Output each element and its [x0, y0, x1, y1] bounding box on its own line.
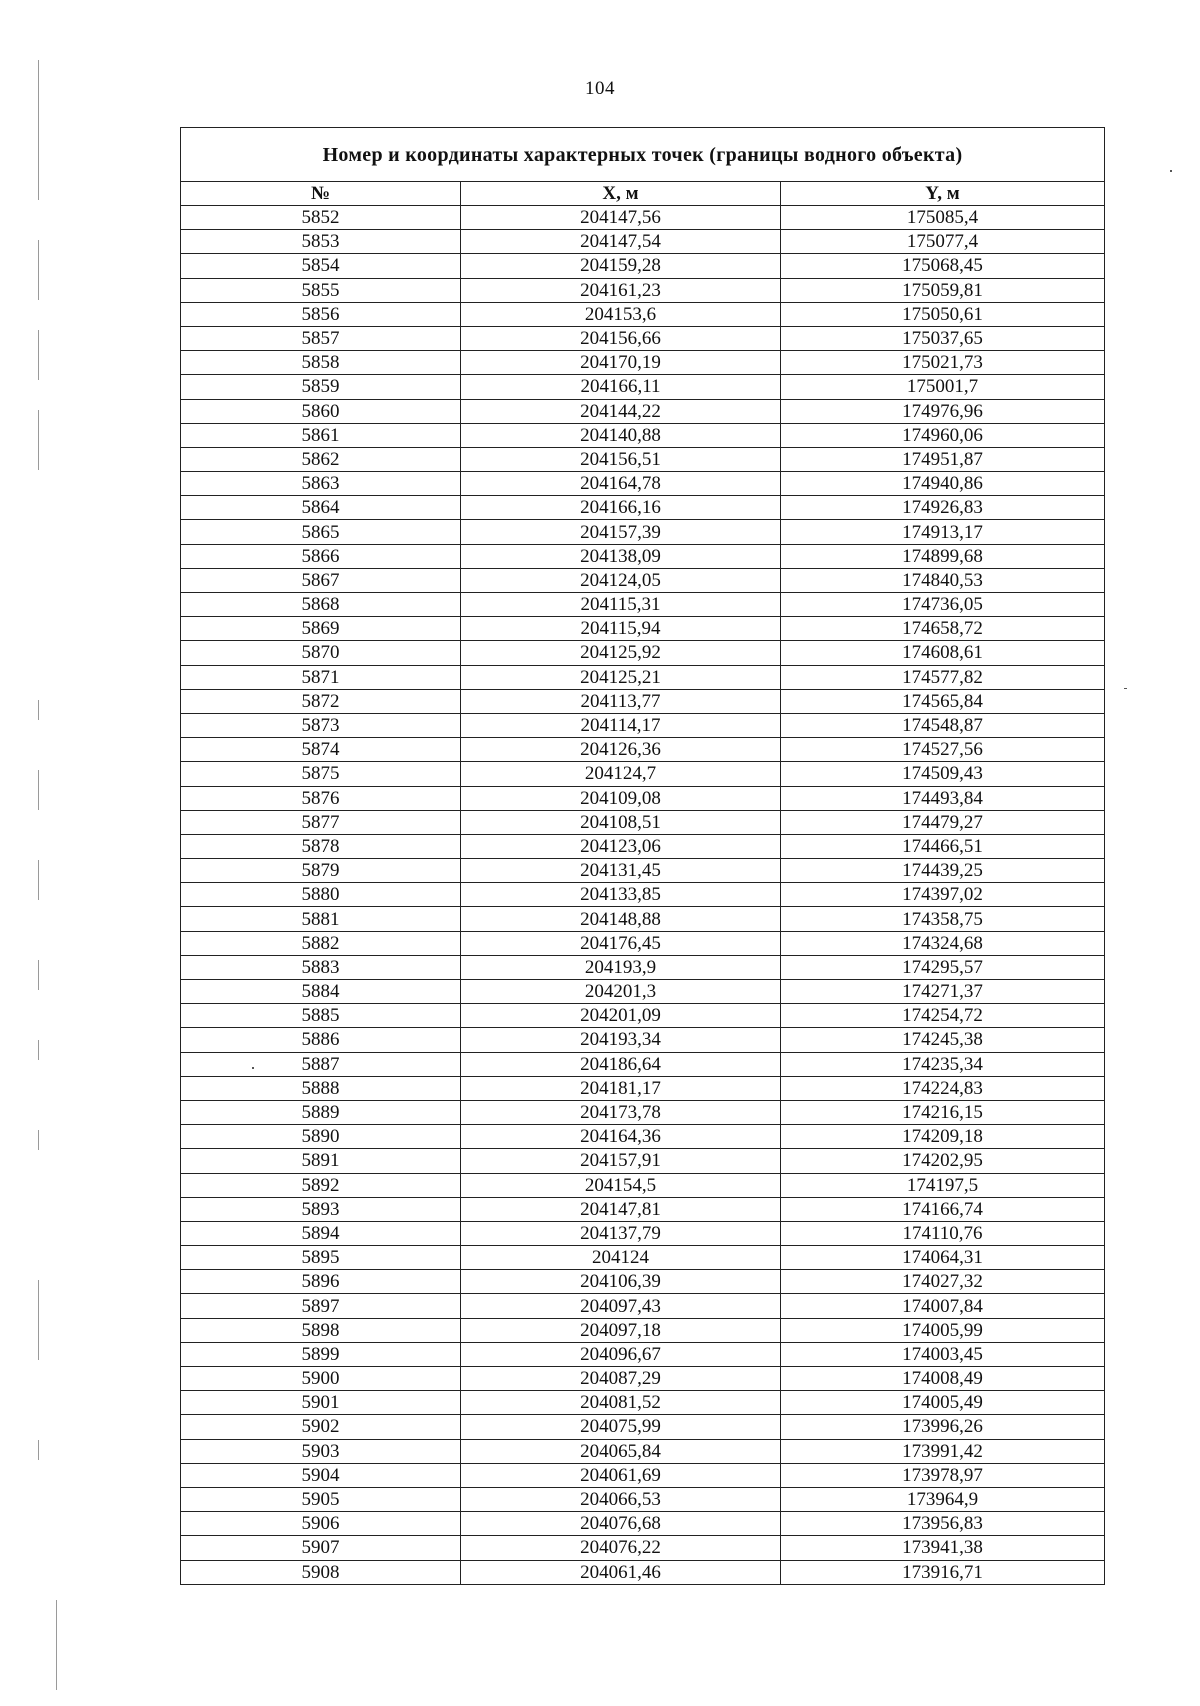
x-coordinate-cell: 204181,17: [461, 1076, 781, 1100]
y-coordinate-cell: 174577,82: [781, 665, 1105, 689]
table-row: [181, 1439, 1105, 1463]
x-coordinate-cell: 204147,56: [461, 206, 781, 230]
point-number-cell: 5892: [181, 1173, 461, 1197]
table-row: [181, 907, 1105, 931]
point-number-cell: 5884: [181, 980, 461, 1004]
table-row: [181, 1221, 1105, 1245]
point-number-cell: 5904: [181, 1463, 461, 1487]
point-number-cell: 5858: [181, 351, 461, 375]
y-coordinate-cell: 174840,53: [781, 568, 1105, 592]
scan-edge-line: [38, 700, 39, 720]
x-coordinate-cell: 204157,39: [461, 520, 781, 544]
table-row: [181, 738, 1105, 762]
table-row: [181, 1318, 1105, 1342]
table-row: [181, 302, 1105, 326]
x-coordinate-cell: 204144,22: [461, 399, 781, 423]
x-coordinate-cell: 204147,54: [461, 230, 781, 254]
table-row: [181, 254, 1105, 278]
table-row: [181, 1415, 1105, 1439]
table-row: [181, 1197, 1105, 1221]
x-coordinate-cell: 204125,92: [461, 641, 781, 665]
x-coordinate-cell: 204115,94: [461, 617, 781, 641]
table-row: [181, 206, 1105, 230]
x-coordinate-cell: 204061,46: [461, 1560, 781, 1584]
y-coordinate-cell: 174439,25: [781, 859, 1105, 883]
point-number-cell: 5880: [181, 883, 461, 907]
table-row: [181, 980, 1105, 1004]
x-coordinate-cell: 204159,28: [461, 254, 781, 278]
point-number-cell: 5859: [181, 375, 461, 399]
point-number-cell: 5856: [181, 302, 461, 326]
y-coordinate-cell: 175068,45: [781, 254, 1105, 278]
x-coordinate-cell: 204131,45: [461, 859, 781, 883]
table-row: [181, 665, 1105, 689]
x-coordinate-cell: 204097,18: [461, 1318, 781, 1342]
y-coordinate-cell: 175021,73: [781, 351, 1105, 375]
y-coordinate-cell: 174736,05: [781, 593, 1105, 617]
point-number-cell: 5875: [181, 762, 461, 786]
x-coordinate-cell: 204156,51: [461, 447, 781, 471]
x-coordinate-cell: 204156,66: [461, 326, 781, 350]
scan-edge-line: [38, 960, 39, 990]
table-row: [181, 472, 1105, 496]
x-coordinate-cell: 204161,23: [461, 278, 781, 302]
y-coordinate-cell: 174493,84: [781, 786, 1105, 810]
x-coordinate-cell: 204170,19: [461, 351, 781, 375]
scan-edge-line: [38, 1040, 39, 1060]
table-title-row: [181, 128, 1105, 182]
table-header-row: [181, 182, 1105, 206]
x-coordinate-cell: 204164,36: [461, 1125, 781, 1149]
y-coordinate-cell: 174008,49: [781, 1367, 1105, 1391]
y-coordinate-cell: 174960,06: [781, 423, 1105, 447]
point-number-cell: 5871: [181, 665, 461, 689]
y-coordinate-cell: 175037,65: [781, 326, 1105, 350]
y-coordinate-cell: 174658,72: [781, 617, 1105, 641]
point-number-cell: 5890: [181, 1125, 461, 1149]
table-row: [181, 1463, 1105, 1487]
x-coordinate-cell: 204137,79: [461, 1221, 781, 1245]
x-coordinate-cell: 204157,91: [461, 1149, 781, 1173]
y-coordinate-cell: 175050,61: [781, 302, 1105, 326]
table-row: [181, 1342, 1105, 1366]
x-coordinate-cell: 204114,17: [461, 713, 781, 737]
x-coordinate-cell: 204076,68: [461, 1512, 781, 1536]
y-coordinate-cell: 174245,38: [781, 1028, 1105, 1052]
y-coordinate-cell: 174527,56: [781, 738, 1105, 762]
scan-edge-line: [38, 860, 39, 900]
y-coordinate-cell: 174951,87: [781, 447, 1105, 471]
x-coordinate-cell: 204061,69: [461, 1463, 781, 1487]
point-number-cell: 5853: [181, 230, 461, 254]
y-coordinate-cell: 174548,87: [781, 713, 1105, 737]
point-number-cell: 5860: [181, 399, 461, 423]
table-row: [181, 593, 1105, 617]
coordinates-table: [180, 127, 1105, 1585]
table-row: [181, 834, 1105, 858]
point-number-cell: 5857: [181, 326, 461, 350]
y-coordinate-cell: 174913,17: [781, 520, 1105, 544]
x-coordinate-cell: 204066,53: [461, 1487, 781, 1511]
point-number-cell: 5896: [181, 1270, 461, 1294]
y-coordinate-cell: 174197,5: [781, 1173, 1105, 1197]
x-coordinate-cell: 204076,22: [461, 1536, 781, 1560]
y-coordinate-cell: 175085,4: [781, 206, 1105, 230]
table-row: [181, 568, 1105, 592]
x-coordinate-cell: 204081,52: [461, 1391, 781, 1415]
x-coordinate-cell: 204176,45: [461, 931, 781, 955]
x-coordinate-cell: 204125,21: [461, 665, 781, 689]
scan-edge-line: [38, 1440, 39, 1460]
table-row: [181, 1391, 1105, 1415]
point-number-cell: 5869: [181, 617, 461, 641]
point-number-cell: 5879: [181, 859, 461, 883]
table-row: [181, 351, 1105, 375]
x-coordinate-cell: 204166,16: [461, 496, 781, 520]
y-coordinate-cell: 173978,97: [781, 1463, 1105, 1487]
scan-edge-line: [38, 770, 39, 810]
y-coordinate-cell: 174254,72: [781, 1004, 1105, 1028]
scan-speck: [1124, 688, 1127, 689]
table-body: [181, 206, 1105, 1585]
x-coordinate-cell: 204186,64: [461, 1052, 781, 1076]
y-coordinate-cell: 173996,26: [781, 1415, 1105, 1439]
y-coordinate-cell: 175077,4: [781, 230, 1105, 254]
table-row: [181, 1246, 1105, 1270]
x-coordinate-cell: 204075,99: [461, 1415, 781, 1439]
point-number-cell: 5872: [181, 689, 461, 713]
point-number-cell: 5885: [181, 1004, 461, 1028]
x-coordinate-cell: 204201,3: [461, 980, 781, 1004]
y-coordinate-cell: 174324,68: [781, 931, 1105, 955]
y-coordinate-cell: 174397,02: [781, 883, 1105, 907]
point-number-cell: 5876: [181, 786, 461, 810]
point-number-cell: 5897: [181, 1294, 461, 1318]
point-number-cell: 5900: [181, 1367, 461, 1391]
table-row: [181, 955, 1105, 979]
y-coordinate-cell: 174064,31: [781, 1246, 1105, 1270]
point-number-cell: 5893: [181, 1197, 461, 1221]
y-coordinate-cell: 174565,84: [781, 689, 1105, 713]
table-row: [181, 520, 1105, 544]
x-coordinate-cell: 204154,5: [461, 1173, 781, 1197]
y-coordinate-cell: 173916,71: [781, 1560, 1105, 1584]
point-number-cell: 5891: [181, 1149, 461, 1173]
x-coordinate-cell: 204106,39: [461, 1270, 781, 1294]
y-coordinate-cell: 173941,38: [781, 1536, 1105, 1560]
y-coordinate-cell: 174003,45: [781, 1342, 1105, 1366]
y-coordinate-cell: 174976,96: [781, 399, 1105, 423]
point-number-cell: 5865: [181, 520, 461, 544]
point-number-cell: 5862: [181, 447, 461, 471]
y-coordinate-cell: 174271,37: [781, 980, 1105, 1004]
point-number-cell: 5870: [181, 641, 461, 665]
table-row: [181, 1076, 1105, 1100]
y-coordinate-cell: 174005,49: [781, 1391, 1105, 1415]
point-number-cell: 5903: [181, 1439, 461, 1463]
point-number-cell: 5854: [181, 254, 461, 278]
table-row: [181, 1536, 1105, 1560]
point-number-cell: 5901: [181, 1391, 461, 1415]
table-row: [181, 713, 1105, 737]
x-coordinate-cell: 204124: [461, 1246, 781, 1270]
y-coordinate-cell: 174479,27: [781, 810, 1105, 834]
point-number-cell: 5883: [181, 955, 461, 979]
y-coordinate-cell: 175059,81: [781, 278, 1105, 302]
point-number-cell: 5905: [181, 1487, 461, 1511]
table-row: [181, 1512, 1105, 1536]
y-coordinate-cell: 174005,99: [781, 1318, 1105, 1342]
table-row: [181, 786, 1105, 810]
x-coordinate-cell: 204147,81: [461, 1197, 781, 1221]
point-number-cell: 5873: [181, 713, 461, 737]
point-number-cell: 5887: [181, 1052, 461, 1076]
y-coordinate-cell: 173991,42: [781, 1439, 1105, 1463]
table-row: [181, 399, 1105, 423]
scan-edge-line: [38, 240, 39, 300]
table-row: [181, 1149, 1105, 1173]
table-row: [181, 1004, 1105, 1028]
y-coordinate-cell: 174166,74: [781, 1197, 1105, 1221]
point-number-cell: 5861: [181, 423, 461, 447]
table-row: [181, 423, 1105, 447]
point-number-cell: 5886: [181, 1028, 461, 1052]
x-coordinate-cell: 204123,06: [461, 834, 781, 858]
point-number-cell: 5899: [181, 1342, 461, 1366]
x-coordinate-cell: 204065,84: [461, 1439, 781, 1463]
table-row: [181, 762, 1105, 786]
table-title: Номер и координаты характерных точек (границы водного объекта): [181, 128, 1105, 182]
table-row: [181, 230, 1105, 254]
point-number-cell: 5855: [181, 278, 461, 302]
x-coordinate-cell: 204109,08: [461, 786, 781, 810]
point-number-cell: 5874: [181, 738, 461, 762]
x-coordinate-cell: 204153,6: [461, 302, 781, 326]
table-row: [181, 883, 1105, 907]
y-coordinate-cell: 174007,84: [781, 1294, 1105, 1318]
point-number-cell: 5898: [181, 1318, 461, 1342]
table-row: [181, 496, 1105, 520]
table-row: [181, 931, 1105, 955]
point-number-cell: 5867: [181, 568, 461, 592]
x-coordinate-cell: 204124,7: [461, 762, 781, 786]
table-row: [181, 1560, 1105, 1584]
table-row: [181, 544, 1105, 568]
x-coordinate-cell: 204124,05: [461, 568, 781, 592]
scan-edge-line: [38, 1280, 39, 1360]
scan-edge-line: [56, 1600, 57, 1690]
table-row: [181, 1052, 1105, 1076]
table-row: [181, 1487, 1105, 1511]
point-number-cell: 5902: [181, 1415, 461, 1439]
x-coordinate-cell: 204201,09: [461, 1004, 781, 1028]
scan-edge-line: [38, 410, 39, 470]
table-row: [181, 1173, 1105, 1197]
y-coordinate-cell: 174295,57: [781, 955, 1105, 979]
point-number-cell: 5889: [181, 1100, 461, 1124]
table-row: [181, 689, 1105, 713]
x-coordinate-cell: 204133,85: [461, 883, 781, 907]
x-coordinate-cell: 204115,31: [461, 593, 781, 617]
y-coordinate-cell: 174509,43: [781, 762, 1105, 786]
table-row: [181, 1367, 1105, 1391]
point-number-cell: 5878: [181, 834, 461, 858]
scan-speck: [1170, 170, 1172, 172]
y-coordinate-cell: 174235,34: [781, 1052, 1105, 1076]
y-coordinate-cell: 174926,83: [781, 496, 1105, 520]
point-number-cell: 5908: [181, 1560, 461, 1584]
column-header-y: Y, м: [781, 182, 1105, 206]
y-coordinate-cell: 174110,76: [781, 1221, 1105, 1245]
y-coordinate-cell: 174216,15: [781, 1100, 1105, 1124]
table-row: [181, 447, 1105, 471]
x-coordinate-cell: 204193,9: [461, 955, 781, 979]
point-number-cell: 5868: [181, 593, 461, 617]
point-number-cell: 5907: [181, 1536, 461, 1560]
x-coordinate-cell: 204173,78: [461, 1100, 781, 1124]
y-coordinate-cell: 174899,68: [781, 544, 1105, 568]
table-row: [181, 810, 1105, 834]
point-number-cell: 5877: [181, 810, 461, 834]
x-coordinate-cell: 204148,88: [461, 907, 781, 931]
y-coordinate-cell: 174358,75: [781, 907, 1105, 931]
column-header-x: X, м: [461, 182, 781, 206]
point-number-cell: 5906: [181, 1512, 461, 1536]
scan-edge-line: [38, 1130, 39, 1150]
y-coordinate-cell: 174466,51: [781, 834, 1105, 858]
point-number-cell: 5866: [181, 544, 461, 568]
y-coordinate-cell: 173964,9: [781, 1487, 1105, 1511]
page-number: 104: [585, 78, 615, 99]
point-number-cell: 5852: [181, 206, 461, 230]
x-coordinate-cell: 204097,43: [461, 1294, 781, 1318]
table-row: [181, 1294, 1105, 1318]
y-coordinate-cell: 174224,83: [781, 1076, 1105, 1100]
point-number-cell: 5895: [181, 1246, 461, 1270]
column-header-number: №: [181, 182, 461, 206]
x-coordinate-cell: 204087,29: [461, 1367, 781, 1391]
point-number-cell: 5864: [181, 496, 461, 520]
table-row: [181, 1125, 1105, 1149]
point-number-cell: 5888: [181, 1076, 461, 1100]
x-coordinate-cell: 204164,78: [461, 472, 781, 496]
x-coordinate-cell: 204096,67: [461, 1342, 781, 1366]
x-coordinate-cell: 204193,34: [461, 1028, 781, 1052]
y-coordinate-cell: 174202,95: [781, 1149, 1105, 1173]
table-row: [181, 326, 1105, 350]
y-coordinate-cell: 175001,7: [781, 375, 1105, 399]
table-row: [181, 641, 1105, 665]
point-number-cell: 5894: [181, 1221, 461, 1245]
table-row: [181, 278, 1105, 302]
x-coordinate-cell: 204108,51: [461, 810, 781, 834]
scan-edge-line: [38, 330, 39, 380]
table-row: [181, 375, 1105, 399]
table-row: [181, 1028, 1105, 1052]
y-coordinate-cell: 174027,32: [781, 1270, 1105, 1294]
point-number-cell: 5881: [181, 907, 461, 931]
x-coordinate-cell: 204138,09: [461, 544, 781, 568]
point-number-cell: 5863: [181, 472, 461, 496]
y-coordinate-cell: 174940,86: [781, 472, 1105, 496]
table-row: [181, 1100, 1105, 1124]
x-coordinate-cell: 204140,88: [461, 423, 781, 447]
x-coordinate-cell: 204113,77: [461, 689, 781, 713]
table-row: [181, 859, 1105, 883]
table-row: [181, 617, 1105, 641]
point-number-cell: 5882: [181, 931, 461, 955]
y-coordinate-cell: 174608,61: [781, 641, 1105, 665]
table-row: [181, 1270, 1105, 1294]
x-coordinate-cell: 204166,11: [461, 375, 781, 399]
x-coordinate-cell: 204126,36: [461, 738, 781, 762]
y-coordinate-cell: 174209,18: [781, 1125, 1105, 1149]
y-coordinate-cell: 173956,83: [781, 1512, 1105, 1536]
